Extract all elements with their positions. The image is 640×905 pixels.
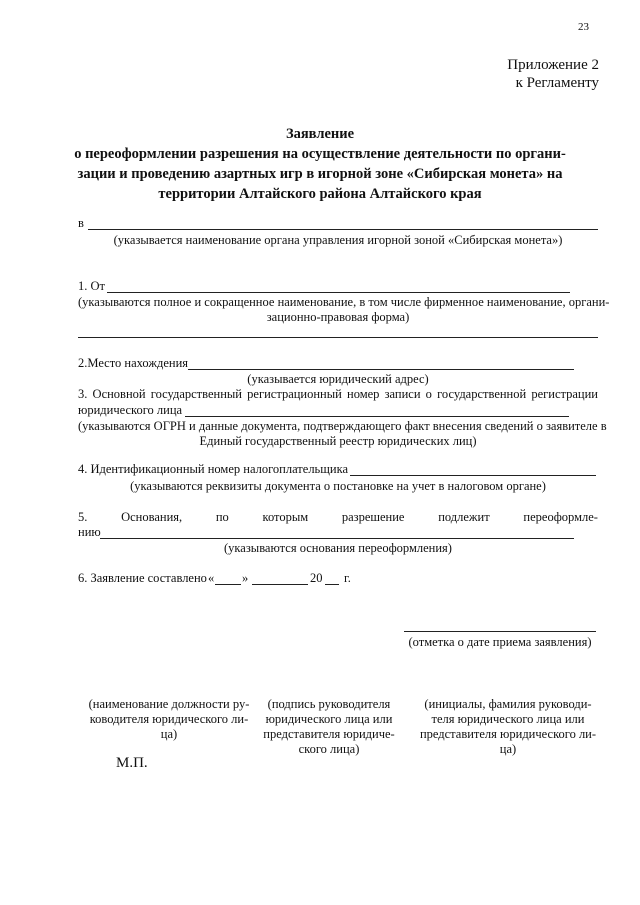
grounds-hint: (указываются основания переоформления) bbox=[224, 541, 452, 555]
grounds-word: разрешение bbox=[341, 510, 405, 524]
date-quote-close: » bbox=[242, 571, 249, 585]
stamp-place: М.П. bbox=[116, 755, 148, 771]
title-line-2: о переоформлении разрешения на осуществление деятельности по органи- bbox=[74, 146, 566, 162]
caption-line: (инициалы, фамилия руководи- bbox=[424, 697, 592, 711]
date-year-line[interactable] bbox=[325, 584, 339, 585]
grounds-line-2: нию bbox=[78, 525, 101, 539]
ogrn-line-2: юридического лица bbox=[78, 403, 183, 417]
signature-position-caption bbox=[78, 697, 260, 742]
appendix-line-2: к Регламенту bbox=[515, 75, 599, 91]
inn-label: 4. Идентификационный номер налогоплательщика bbox=[78, 462, 349, 476]
caption-line: ководителя юридического ли- bbox=[89, 712, 249, 726]
to-label: в bbox=[78, 216, 84, 230]
from-label: 1. От bbox=[78, 279, 105, 293]
date-month-line[interactable] bbox=[252, 584, 308, 585]
ogrn-hint-line-1: (указываются ОГРН и данные документа, подтверждающего факт внесения сведений о заявителе в bbox=[78, 419, 607, 433]
ogrn-line-1: 3. Основной государственный регистрационный номер записи о государственной регистрации bbox=[78, 387, 598, 401]
caption-line: ца) bbox=[499, 742, 517, 756]
inn-field-line[interactable] bbox=[350, 475, 596, 476]
caption-line: представителя юридического ли- bbox=[419, 727, 597, 741]
document-title bbox=[60, 124, 580, 204]
grounds-word: которым bbox=[262, 510, 309, 524]
grounds-word: Основания, bbox=[121, 510, 183, 524]
caption-line: юридического лица или bbox=[265, 712, 393, 726]
caption-line: ского лица) bbox=[298, 742, 360, 756]
grounds-line-1 bbox=[78, 510, 598, 525]
location-hint: (указывается юридический адрес) bbox=[247, 372, 429, 386]
appendix-line-1: Приложение 2 bbox=[507, 57, 599, 73]
date-year-prefix: 20 bbox=[310, 571, 323, 585]
page-number: 23 bbox=[578, 21, 589, 33]
location-field-line[interactable] bbox=[188, 369, 574, 370]
signature-name-caption bbox=[410, 697, 606, 757]
title-line-3: зации и проведению азартных игр в игорной зоне «Сибирская монета» на bbox=[77, 166, 563, 182]
grounds-word: переоформле- bbox=[523, 510, 598, 524]
grounds-word: 5. bbox=[78, 510, 88, 524]
caption-line: представителя юридиче- bbox=[263, 727, 395, 741]
from-hint-line-2: зационно-правовая форма) bbox=[266, 310, 410, 324]
from-hint-line-1: (указываются полное и сокращенное наименование, в том числе фирменное наименование, органи- bbox=[78, 295, 610, 309]
location-label: 2.Место нахождения bbox=[78, 356, 189, 370]
receipt-note: (отметка о дате приема заявления) bbox=[408, 635, 592, 649]
from-field-line[interactable] bbox=[107, 292, 570, 293]
caption-line: (наименование должности ру- bbox=[88, 697, 250, 711]
date-year-suffix: г. bbox=[344, 571, 351, 585]
ogrn-field-line[interactable] bbox=[185, 416, 569, 417]
date-quote-open: « bbox=[208, 571, 215, 585]
grounds-field-line[interactable] bbox=[100, 538, 574, 539]
grounds-word: по bbox=[215, 510, 229, 524]
caption-line: (подпись руководителя bbox=[267, 697, 391, 711]
title-line-1: Заявление bbox=[285, 126, 355, 142]
ogrn-hint-line-2: Единый государственный реестр юридических лиц) bbox=[199, 434, 477, 448]
date-label: 6. Заявление составлено bbox=[78, 571, 207, 585]
to-hint: (указывается наименование органа управления игорной зоной «Сибирская монета») bbox=[113, 233, 563, 247]
date-day-line[interactable] bbox=[215, 584, 241, 585]
appendix-block bbox=[507, 56, 599, 92]
signature-sign-caption bbox=[254, 697, 404, 757]
caption-line: ца) bbox=[160, 727, 178, 741]
to-field-line[interactable] bbox=[88, 229, 598, 230]
inn-hint: (указываются реквизиты документа о постановке на учет в налоговом органе) bbox=[130, 479, 546, 493]
caption-line: теля юридического лица или bbox=[431, 712, 585, 726]
title-line-4: территории Алтайского района Алтайского края bbox=[158, 186, 482, 202]
receipt-line[interactable] bbox=[404, 631, 596, 632]
from-extra-line[interactable] bbox=[78, 337, 598, 338]
grounds-word: подлежит bbox=[438, 510, 490, 524]
